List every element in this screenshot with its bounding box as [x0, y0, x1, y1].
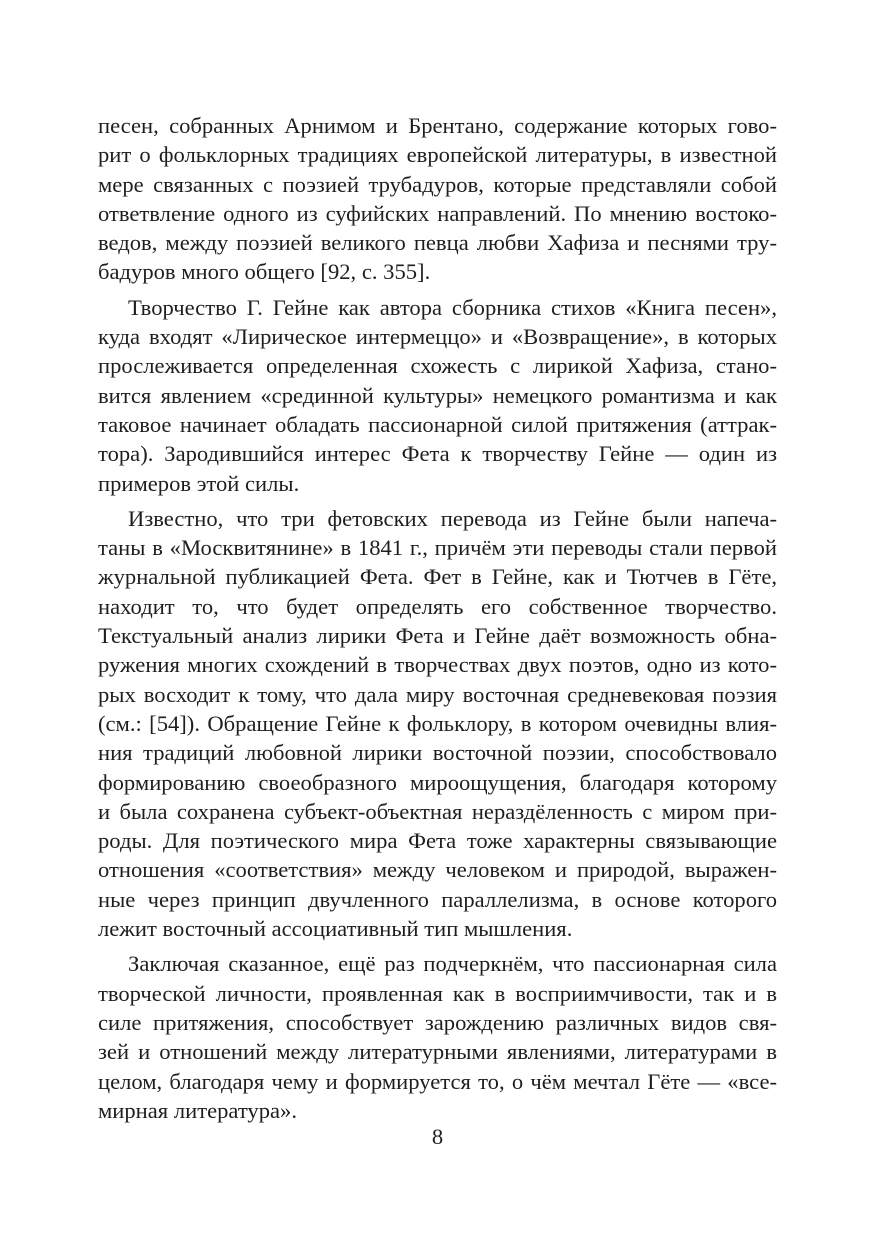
text-line: силе притяжения, способствует зарождению различных видов свя-: [98, 1009, 777, 1035]
text-line: куда входят «Лирическое интермеццо» и «Возвращение», в которых: [98, 324, 777, 350]
text-line: Известно, что три фетовских перевода из Гейне были напеча-: [128, 505, 777, 531]
text-line: таны в «Москвитянине» в 1841 г., причём эти переводы стали первой: [98, 535, 777, 561]
text-line: и была сохранена субъект-объектная нераздёленность с миром при-: [98, 798, 777, 824]
text-line: (см.: [54]). Обращение Гейне к фольклору, в котором очевидны влия-: [98, 710, 777, 736]
text-line: мирная литература».: [98, 1097, 297, 1123]
text-line: находит то, что будет определять его собственное творчество.: [98, 593, 777, 619]
text-line: творческой личности, проявленная как в восприимчивости, так и в: [98, 980, 777, 1006]
text-line: ответвление одного из суфийских направлений. По мнению востоко-: [98, 200, 777, 226]
text-line: зей и отношений между литературными явлениями, литературами в: [98, 1039, 777, 1065]
text-line: формированию своеобразного мироощущения, благодаря которому: [98, 769, 777, 795]
text-line: Творчество Г. Гейне как автора сборника стихов «Книга песен»,: [128, 294, 777, 320]
paragraph-1: [98, 111, 777, 287]
text-line: рит о фольклорных традициях европейской литературы, в известной: [98, 142, 777, 168]
text-line: роды. Для поэтического мира Фета тоже характерны связывающие: [98, 828, 777, 854]
text-line: ведов, между поэзией великого певца любви Хафиза и песнями тру-: [98, 230, 777, 256]
text-line: тора). Зародившийся интерес Фета к творчеству Гейне — один из: [98, 441, 777, 467]
text-line: примеров этой силы.: [98, 470, 300, 496]
text-line: ные через принцип двучленного параллелизма, в основе которого: [98, 886, 777, 912]
text-line: ния традиций любовной лирики восточной поэзии, способствовало: [98, 740, 777, 766]
text-line: Текстуальный анализ лирики Фета и Гейне даёт возможность обна-: [98, 623, 777, 649]
text-line: целом, благодаря чему и формируется то, о чём мечтал Гёте — «все-: [98, 1068, 777, 1094]
text-line: отношения «соответствия» между человеком и природой, выражен-: [98, 857, 777, 883]
text-line: вится явлением «срединной культуры» немецкого романтизма и как: [98, 382, 777, 408]
text-line: таковое начинает обладать пассионарной силой притяжения (аттрак-: [98, 411, 777, 437]
text-line: песен, собранных Арнимом и Брентано, содержание которых гово-: [98, 113, 777, 138]
page-number: 8: [431, 1124, 444, 1149]
paragraph-3: [98, 504, 777, 943]
text-line: лежит восточный ассоциативный тип мышления.: [98, 916, 573, 942]
paragraph-4: [98, 949, 777, 1125]
text-line: Заключая сказанное, ещё раз подчеркнём, что пассионарная сила: [128, 951, 777, 977]
text-line: прослеживается определенная схожесть с лирикой Хафиза, стано-: [98, 353, 777, 379]
body-text: [98, 111, 777, 1125]
text-line: бадуров много общего [92, с. 355].: [98, 259, 431, 285]
paragraph-2: [98, 293, 777, 498]
text-line: журнальной публикацией Фета. Фет в Гейне, как и Тютчев в Гёте,: [98, 564, 777, 590]
text-line: ружения многих схождений в творчествах двух поэтов, одно из кото-: [98, 652, 777, 678]
text-line: мере связанных с поэзией трубадуров, которые представляли собой: [98, 171, 777, 197]
text-line: рых восходит к тому, что дала миру восточная средневековая поэзия: [98, 681, 777, 707]
